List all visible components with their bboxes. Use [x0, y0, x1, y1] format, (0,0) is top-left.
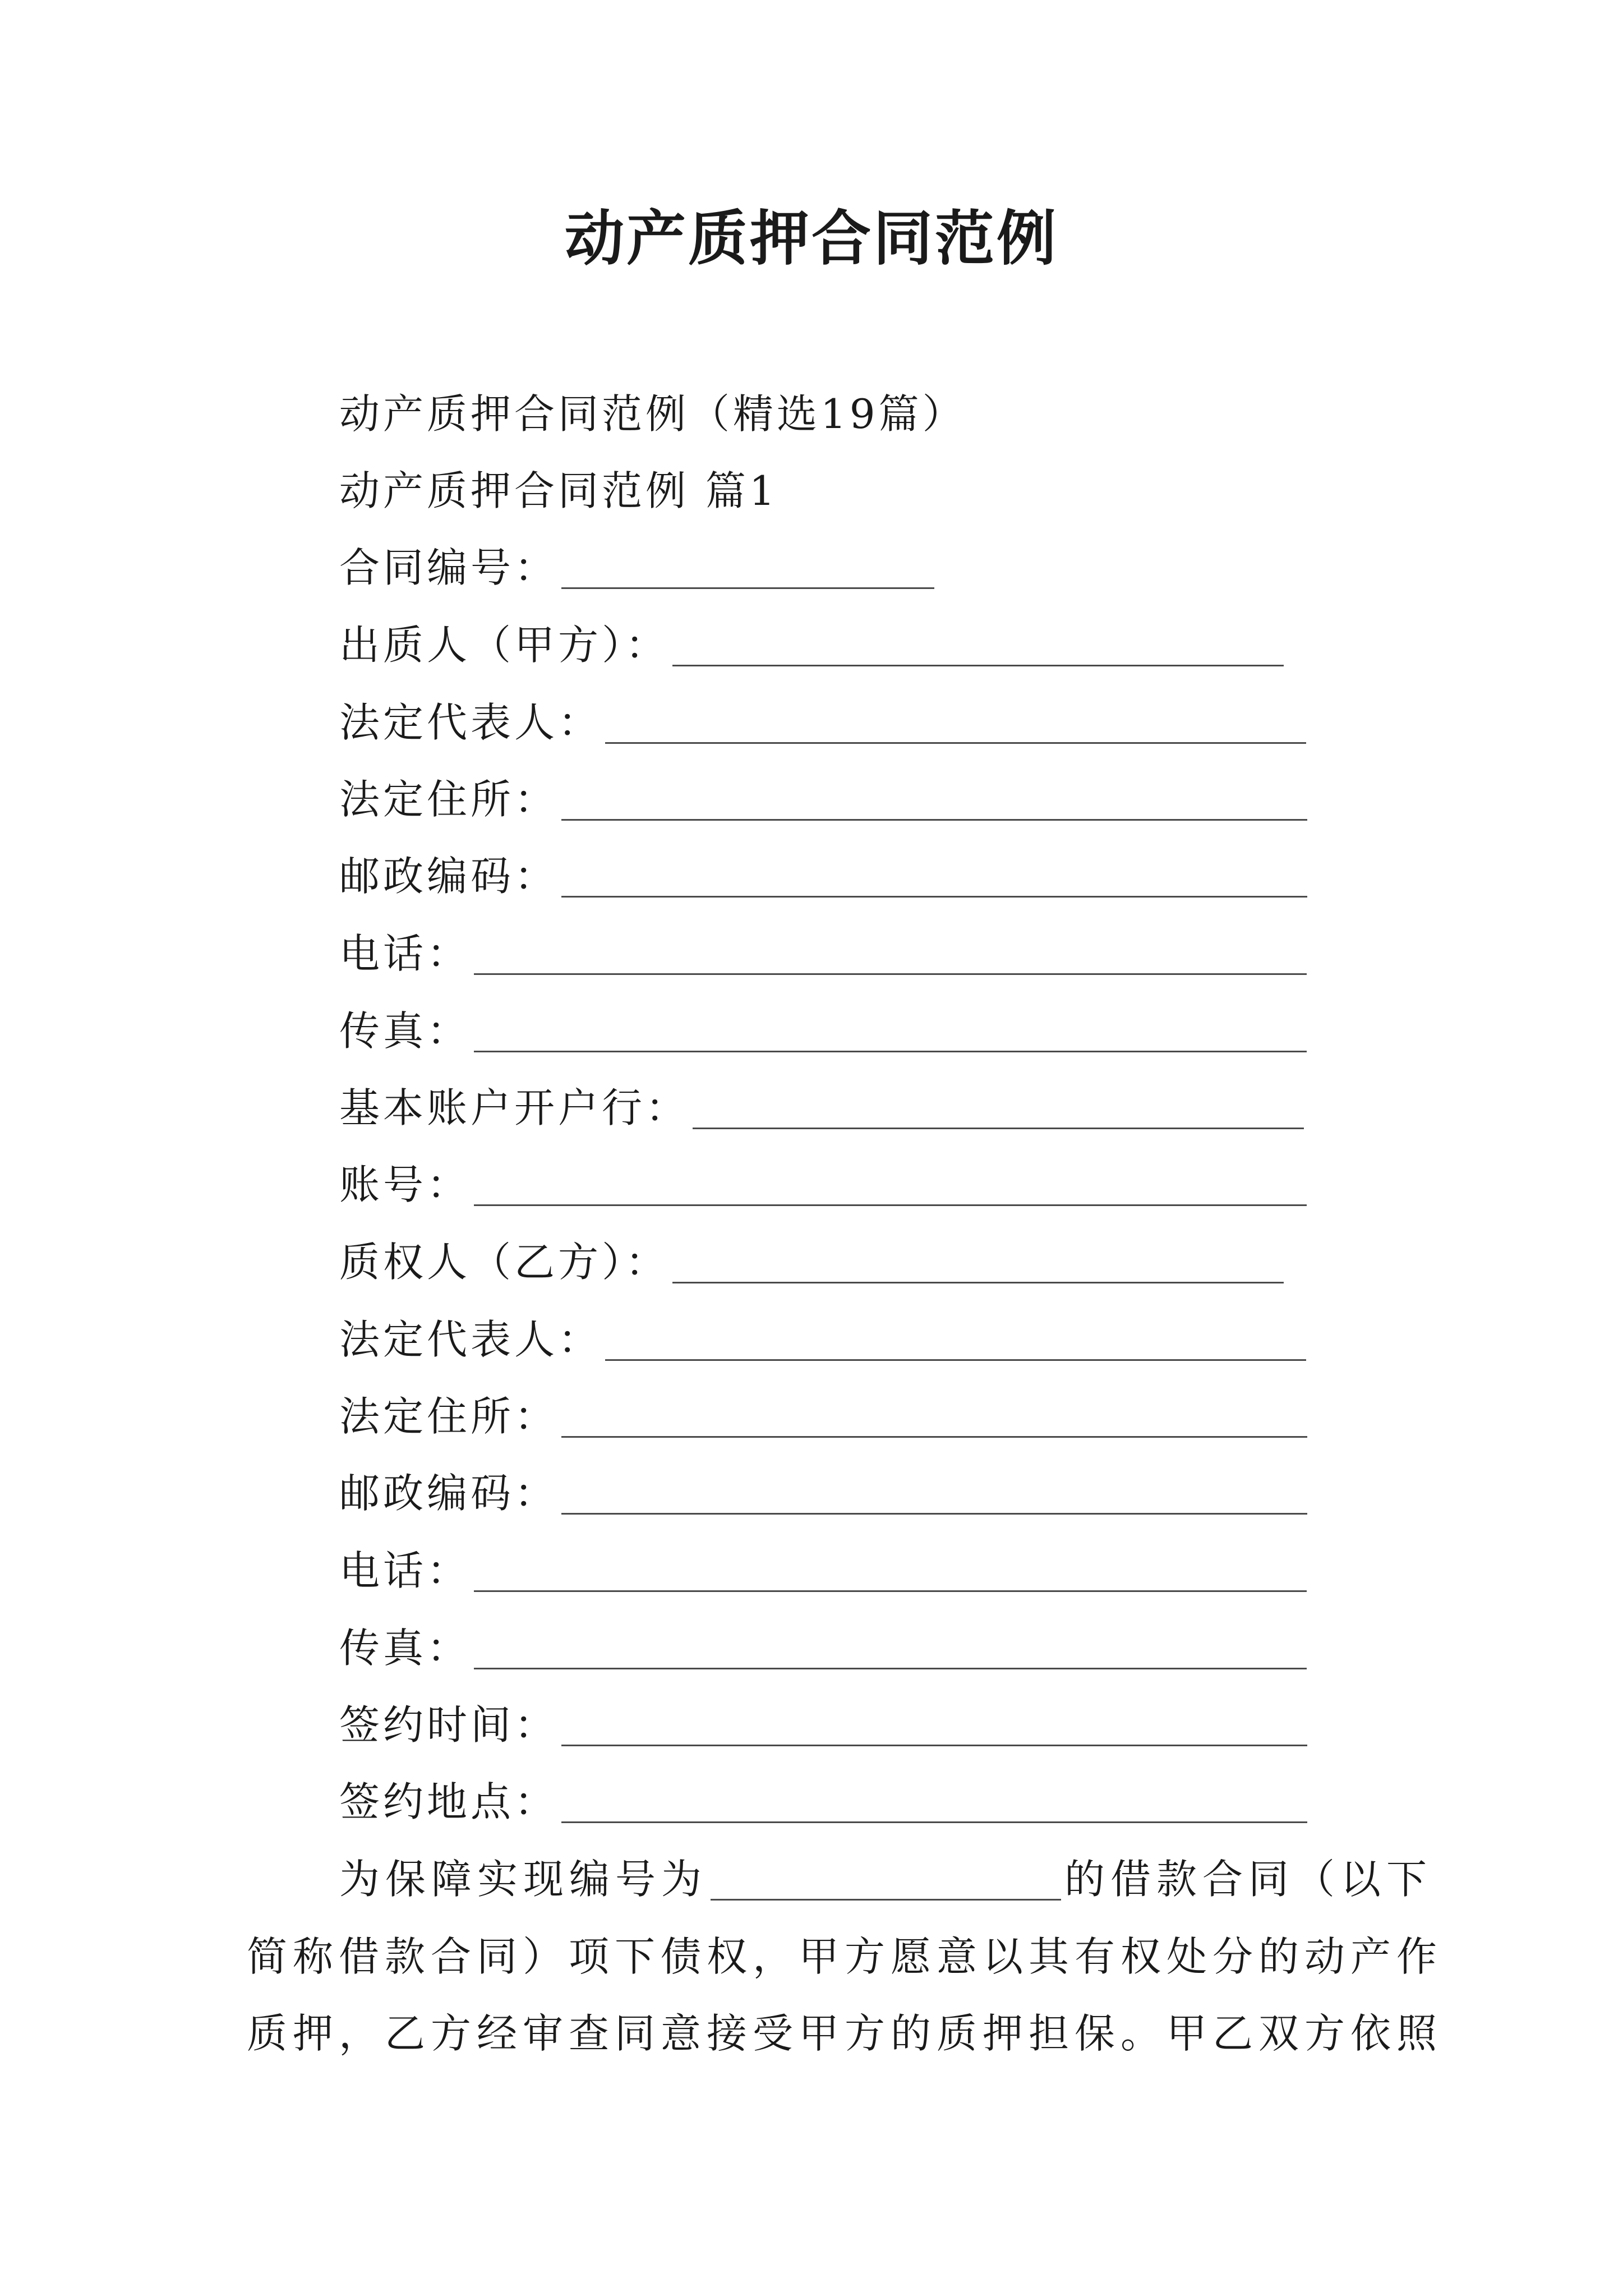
field-blank-line[interactable]: [672, 1282, 1284, 1283]
field-blank-line[interactable]: [474, 1590, 1307, 1592]
field-blank-line[interactable]: [605, 742, 1306, 744]
contract-number-field[interactable]: [339, 540, 934, 596]
section-heading: 动产质押合同范例 篇1: [339, 467, 778, 514]
field-blank-line[interactable]: [561, 1821, 1307, 1823]
party-a-phone-field[interactable]: [339, 926, 1307, 982]
document-subtitle: 动产质押合同范例（精选19篇）: [339, 390, 966, 438]
field-blank-line[interactable]: [561, 819, 1307, 821]
signing-time-field[interactable]: [339, 1697, 1307, 1753]
party-b-postal-code-field[interactable]: [339, 1465, 1307, 1521]
paragraph-text: 简称借款合同）项下债权，甲方愿意以其有权处分的动产作: [247, 1933, 1443, 1980]
party-a-account-field[interactable]: [339, 1157, 1307, 1213]
field-label: 电话：: [339, 930, 471, 977]
field-label: 传真：: [339, 1007, 471, 1055]
paragraph-line-1: [339, 1851, 1432, 1907]
party-b-phone-field[interactable]: [339, 1543, 1307, 1599]
field-blank-line[interactable]: [474, 973, 1307, 975]
paragraph-text: 质押，乙方经审查同意接受甲方的质押担保。甲乙双方依照: [247, 2010, 1443, 2057]
field-label: 传真：: [339, 1625, 471, 1672]
document-title: 动产质押合同范例: [565, 203, 1058, 273]
field-blank-line[interactable]: [605, 1359, 1306, 1361]
field-label: 邮政编码：: [339, 1470, 559, 1517]
party-a-legal-representative-field[interactable]: [339, 694, 1306, 751]
party-a-bank-field[interactable]: [339, 1080, 1304, 1136]
field-blank-line[interactable]: [561, 896, 1307, 898]
party-a-postal-code-field[interactable]: [339, 848, 1307, 904]
pledgor-party-a-field[interactable]: [339, 617, 1284, 673]
paragraph-line-2: [247, 1929, 1442, 1985]
party-a-fax-field[interactable]: [339, 1003, 1307, 1059]
field-label: 签约时间：: [339, 1701, 559, 1749]
field-label: 法定住所：: [339, 1393, 559, 1440]
field-label: 基本账户开户行：: [339, 1084, 690, 1131]
signing-place-field[interactable]: [339, 1774, 1307, 1830]
field-label: 法定代表人：: [339, 1316, 602, 1363]
field-label: 邮政编码：: [339, 853, 559, 900]
field-blank-line[interactable]: [693, 1128, 1304, 1129]
field-blank-line[interactable]: [561, 1436, 1307, 1438]
paragraph-text: 的借款合同（以下: [1064, 1856, 1433, 1903]
field-label: 合同编号：: [339, 544, 559, 591]
field-blank-line[interactable]: [474, 1204, 1307, 1206]
field-label: 质权人（乙方）：: [339, 1239, 670, 1286]
party-b-fax-field[interactable]: [339, 1620, 1307, 1676]
field-blank-line[interactable]: [561, 1513, 1307, 1515]
pledgee-party-b-field[interactable]: [339, 1234, 1284, 1290]
field-label: 法定代表人：: [339, 699, 602, 746]
party-b-legal-address-field[interactable]: [339, 1388, 1307, 1444]
paragraph-line-3: [247, 2005, 1442, 2062]
field-blank-line[interactable]: [474, 1051, 1307, 1052]
field-blank-line[interactable]: [561, 1745, 1307, 1746]
paragraph-text: 为保障实现编号为: [339, 1856, 708, 1903]
field-label: 电话：: [339, 1547, 471, 1594]
field-label: 签约地点：: [339, 1778, 559, 1825]
party-b-legal-representative-field[interactable]: [339, 1312, 1306, 1368]
field-blank-line[interactable]: [474, 1668, 1307, 1669]
field-label: 法定住所：: [339, 776, 559, 823]
party-a-legal-address-field[interactable]: [339, 771, 1307, 827]
field-blank-line[interactable]: [672, 665, 1284, 666]
field-label: 账号：: [339, 1161, 471, 1208]
field-label: 出质人（甲方）：: [339, 622, 670, 669]
loan-contract-number-blank[interactable]: [711, 1899, 1061, 1901]
field-blank-line[interactable]: [561, 587, 934, 589]
